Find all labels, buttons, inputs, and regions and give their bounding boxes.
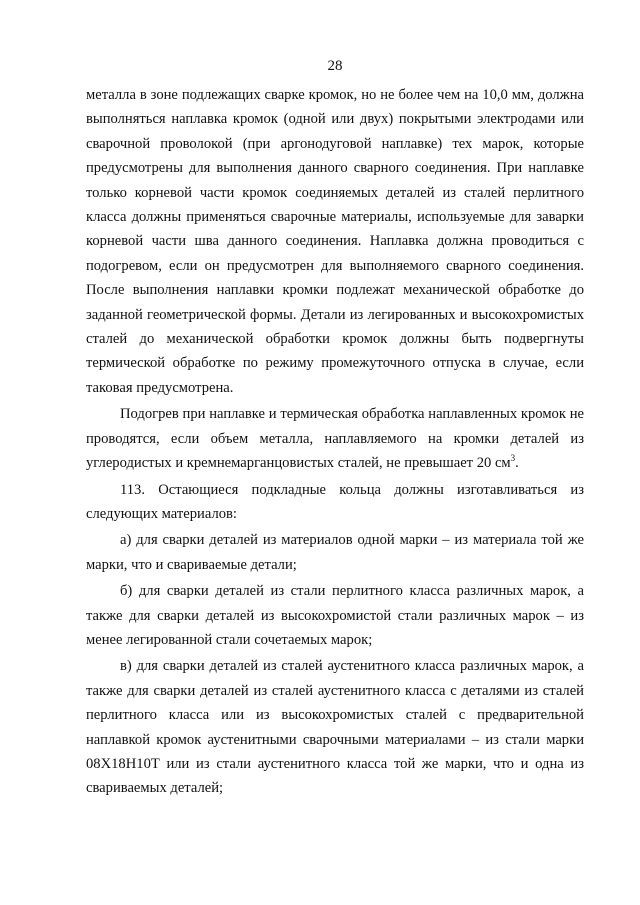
list-item-b: б) для сварки деталей из стали перлитного класса различных марок, а также для сварки деталей из высокохромистой стали различных марок – из менее легированной стали сочетаемых марок;	[86, 583, 584, 648]
paragraph-preheating-text: Подогрев при наплавке и термическая обработка наплавленных кромок не проводятся, если объем металла, наплавляемого на кромки деталей из углеродистых и кремнемарганцовистых сталей, не превышает 20 см	[86, 406, 584, 472]
superscript-cube: 3	[510, 453, 516, 464]
paragraph-preheating	[86, 402, 584, 475]
paragraph-preheating-end: .	[515, 455, 519, 472]
list-item-a: а) для сварки деталей из материалов одной марки – из материала той же марки, что и свариваемые детали;	[86, 532, 584, 573]
page-number: 28	[327, 58, 343, 74]
paragraph-113: 113. Остающиеся подкладные кольца должны изготавливаться из следующих материалов:	[86, 481, 584, 522]
paragraph-continuation: металла в зоне подлежащих сварке кромок, но не более чем на 10,0 мм, должна выполняться наплавка кромок (одной или двух) покрытыми электродами или сварочной проволокой (при аргонодуговой наплавке) тех марок, которые предусмотрены для выполнения данного сварного соединения. При наплавке только корневой части кромок соединяемых деталей из сталей перлитного класса должны применяться сварочные материалы, используемые для заварки корневой части шва данного соединения. Наплавка должна проводиться с подогревом, если он предусмотрен для выполняемого сварного соединения. После выполнения наплавки кромки подлежат механической обработке до заданной геометрической формы. Детали из легированных и высокохромистых сталей до механической обработки кромок должны быть подвергнуты термической обработке по режиму промежуточного отпуска в случае, если таковая предусмотрена.	[86, 87, 584, 396]
list-item-v: в) для сварки деталей из сталей аустенитного класса различных марок, а также для сварки деталей из сталей аустенитного класса с деталями из сталей перлитного класса или из высокохромистых сталей с предварительной наплавкой кромок аустенитными сварочными материалами – из стали марки 08Х18Н10Т или из стали аустенитного класса той же марки, что и одна из свариваемых деталей;	[86, 658, 584, 797]
